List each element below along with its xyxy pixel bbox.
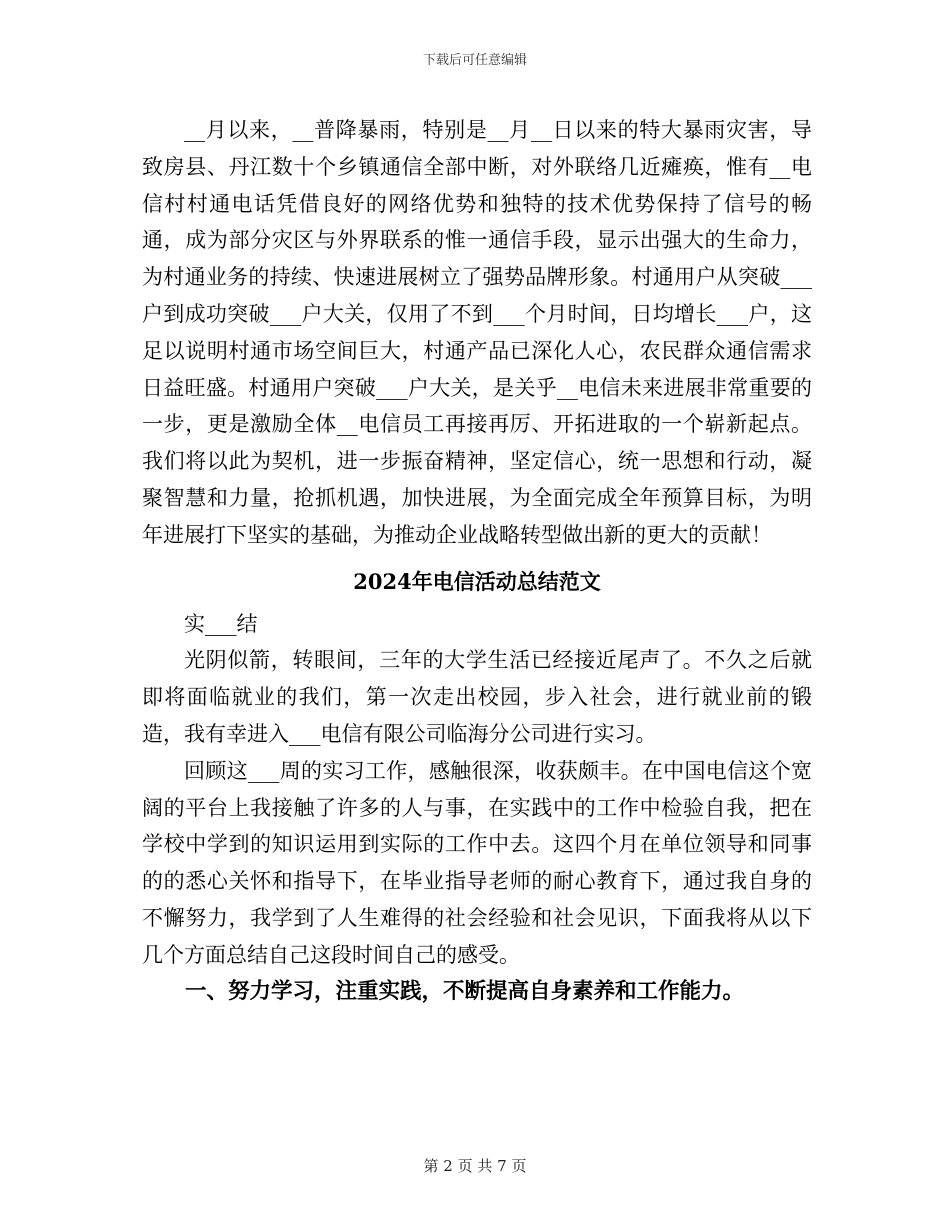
section-label: 实___结 bbox=[184, 611, 258, 636]
paragraph-internship-intro: 光阴似箭，转眼间，三年的大学生活已经接近尾声了。不久之后就即将面临就业的我们，第一次走出校园，步入社会，进行就业前的锻造，我有幸进入___电信有限公司临海分公司进行实习。 bbox=[142, 648, 812, 746]
document-body bbox=[142, 112, 812, 1010]
section-heading-one: 一、努力学习，注重实践，不断提高自身素养和工作能力。 bbox=[185, 978, 745, 1004]
document-title: 2024年电信活动总结范文 bbox=[353, 568, 601, 594]
paragraph-review: 回顾这___周的实习工作，感触很深，收获颇丰。在中国电信这个宽阔的平台上我接触了许多的人与事，在实践中的工作中检验自我，把在学校中学到的知识运用到实际的工作中去。这四个月在单位领导和同事的的悉心关怀和指导下，在毕业指导老师的耐心教育下，通过我自身的不懈努力，我学到了人生难得的社会经验和社会见识，下面我将从以下几个方面总结自己这段时间自己的感受。 bbox=[142, 758, 812, 967]
paragraph-intro: __月以来，__普降暴雨，特别是__月__日以来的特大暴雨灾害，导致房县、丹江数十个乡镇通信全部中断，对外联络几近瘫痪，惟有__电信村村通电话凭借良好的网络优势和独特的技术优势保持了信号的畅通，成为部分灾区与外界联系的惟一通信手段，显示出强大的生命力，为村通业务的持续、快速进展树立了强势品牌形象。村通用户从突破___户到成功突破___户大关，仅用了不到___个月时间，日均增长___户，这足以说明村通市场空间巨大，村通产品已深化人心，农民群众通信需求日益旺盛。村通用户突破___户大关，是关乎__电信未来进展非常重要的一步，更是激励全体__电信员工再接再厉、开拓进取的一个崭新起点。我们将以此为契机，进一步振奋精神，坚定信心，统一思想和行动，凝聚智慧和力量，抢抓机遇，加快进展，为全面完成全年预算目标，为明年进展打下坚实的基础，为推动企业战略转型做出新的更大的贡献！ bbox=[142, 118, 812, 547]
header-note: 下载后可任意编辑 bbox=[422, 53, 527, 68]
page-number: 第 2 页 共 7 页 bbox=[423, 1157, 527, 1175]
